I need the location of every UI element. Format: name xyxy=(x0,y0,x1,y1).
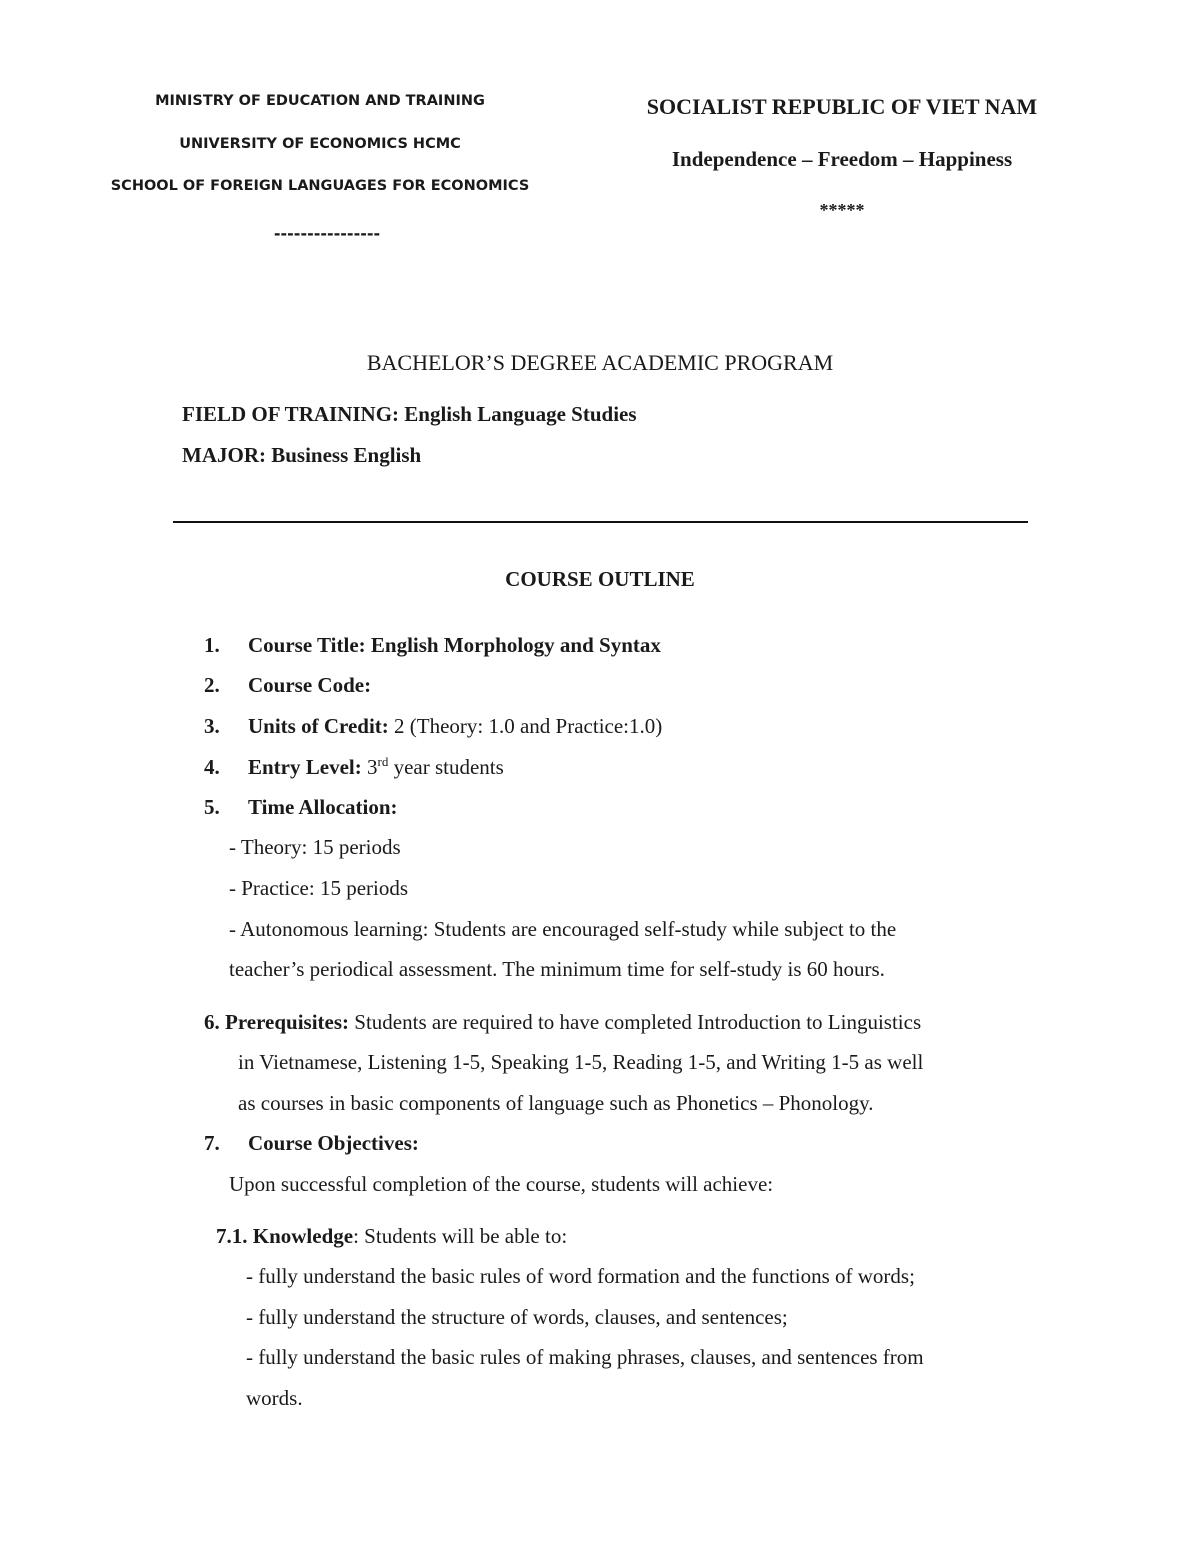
outline-item-course-objectives xyxy=(204,1131,419,1156)
program-title: BACHELOR’S DEGREE ACADEMIC PROGRAM xyxy=(366,350,834,375)
knowledge-item: words. xyxy=(246,1386,303,1410)
objectives-intro: Upon successful completion of the course, students will achieve: xyxy=(229,1172,774,1196)
national-motto: Independence – Freedom – Happiness xyxy=(671,147,1013,171)
header-left-divider: ---------------- xyxy=(273,224,381,243)
time-allocation-line: - Practice: 15 periods xyxy=(229,876,409,900)
item-value-pre: 3 xyxy=(366,755,378,779)
university-name: UNIVERSITY OF ECONOMICS HCMC xyxy=(179,136,461,152)
item-label: Prerequisites: xyxy=(225,1010,350,1034)
field-of-training xyxy=(182,402,637,427)
field-value: English Language Studies xyxy=(404,402,637,426)
outline-item-units-of-credit xyxy=(204,714,662,739)
horizontal-rule xyxy=(173,521,1028,523)
item-number: 5. xyxy=(204,795,220,819)
knowledge-item: - fully understand the basic rules of word formation and the functions of words; xyxy=(246,1264,915,1288)
knowledge-item: - fully understand the basic rules of making phrases, clauses, and sentences from xyxy=(246,1345,924,1369)
item-value-post: year students xyxy=(388,755,504,779)
time-allocation-line: - Autonomous learning: Students are encouraged self-study while subject to the xyxy=(229,917,897,941)
knowledge-intro: : Students will be able to: xyxy=(353,1224,568,1248)
item-label: Course Objectives: xyxy=(248,1131,419,1155)
item-value: English Morphology and Syntax xyxy=(370,633,661,657)
knowledge-number: 7.1. xyxy=(216,1224,248,1248)
major xyxy=(182,443,421,468)
header-stars: ***** xyxy=(819,200,865,220)
item-number: 2. xyxy=(204,673,220,697)
item-number: 4. xyxy=(204,755,220,779)
item-label: Units of Credit: xyxy=(248,714,389,738)
time-allocation-line: teacher’s periodical assessment. The minimum time for self-study is 60 hours. xyxy=(229,957,885,981)
prerequisites-text: Students are required to have completed Introduction to Linguistics xyxy=(354,1010,922,1034)
item-number: 7. xyxy=(204,1131,220,1155)
major-label: MAJOR: xyxy=(182,443,266,467)
school-name: SCHOOL OF FOREIGN LANGUAGES FOR ECONOMICS xyxy=(110,178,530,194)
outline-item-course-title xyxy=(204,633,661,658)
item-number: 1. xyxy=(204,633,220,657)
outline-item-entry-level xyxy=(204,754,504,780)
knowledge-heading xyxy=(216,1224,567,1249)
item-label: Time Allocation: xyxy=(248,795,398,819)
item-value-sup: rd xyxy=(377,754,389,769)
item-number: 6. xyxy=(204,1010,220,1034)
prerequisites-line: as courses in basic components of language such as Phonetics – Phonology. xyxy=(238,1091,874,1115)
item-number: 3. xyxy=(204,714,220,738)
item-label: Entry Level: xyxy=(248,755,362,779)
item-value: 2 (Theory: 1.0 and Practice:1.0) xyxy=(394,714,663,738)
knowledge-item: - fully understand the structure of words, clauses, and sentences; xyxy=(246,1305,788,1329)
outline-item-course-code xyxy=(204,673,371,698)
ministry-name: MINISTRY OF EDUCATION AND TRAINING xyxy=(155,93,485,109)
prerequisites-line: in Vietnamese, Listening 1-5, Speaking 1-5, Reading 1-5, and Writing 1-5 as well xyxy=(238,1050,924,1074)
knowledge-label: Knowledge xyxy=(252,1224,354,1248)
time-allocation-line: - Theory: 15 periods xyxy=(229,835,401,859)
course-outline-heading: COURSE OUTLINE xyxy=(505,567,695,591)
item-label: Course Title: xyxy=(248,633,366,657)
country-name: SOCIALIST REPUBLIC OF VIET NAM xyxy=(646,94,1038,119)
outline-item-time-allocation xyxy=(204,795,398,820)
field-label: FIELD OF TRAINING: xyxy=(182,402,400,426)
item-label: Course Code: xyxy=(248,673,372,697)
prerequisites-first-line xyxy=(204,1010,921,1035)
major-value: Business English xyxy=(271,443,422,467)
